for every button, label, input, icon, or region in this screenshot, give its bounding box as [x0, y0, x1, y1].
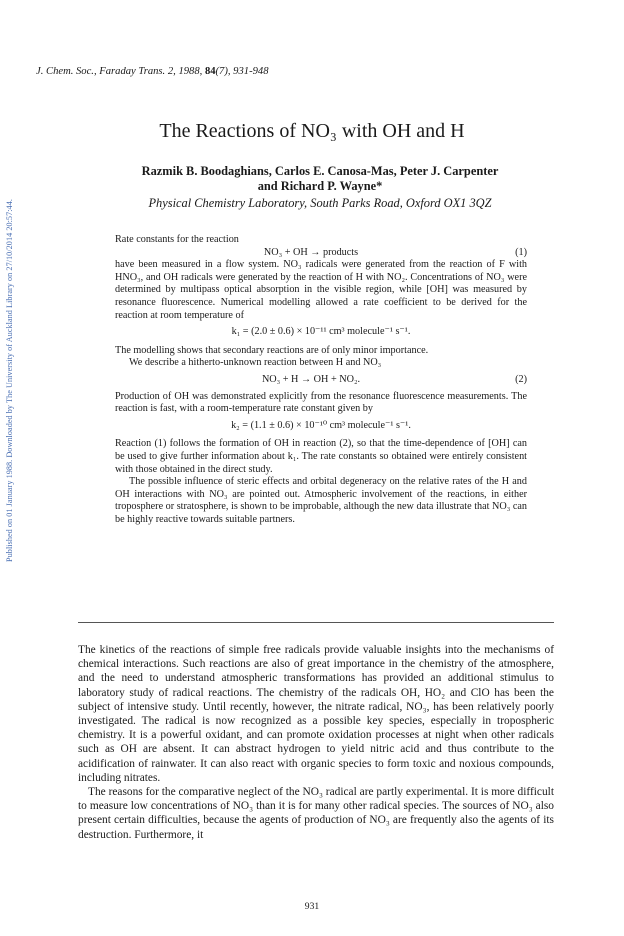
rate-constant-k1	[115, 326, 527, 339]
page-number: 931	[304, 901, 320, 912]
abstract-paragraph-4: Production of OH was demonstrated explicitly from the resonance fluorescence measurements. The reaction is fast, with a room-temperature rate constant given by	[115, 390, 527, 415]
equation-2-number: (2)	[515, 373, 527, 385]
abstract-divider	[78, 622, 554, 623]
abstract-intro: Rate constants for the reaction	[115, 234, 239, 245]
rate-constant-k1-text: k₁ = (2.0 ± 0.6) × 10⁻¹¹ cm³ molecule⁻¹ s⁻¹.	[231, 326, 411, 338]
equation-1-text: NO₃ + OH → products	[263, 246, 359, 258]
body-paragraph-1: The kinetics of the reactions of simple free radicals provide valuable insights into the mechanisms of chemical interactions. Such reactions are also of great importance in the chemistry of the atmosphere, and the need to understand atmospheric transformations has provided an additional stimulus to laboratory study of radical reactions. The chemistry of the radicals OH, HO₂ and ClO has been the subject of intensive study. Until recently, however, the nitrate radical, NO₃, has been relatively poorly investigated. The radical is now recognized as a possible key species, especially in tropospheric chemistry. It is a powerful oxidant, and can promote oxidation processes at night when other radicals such as OH are absent. It can abstract hydrogen to yield nitric acid and thus contribute to the acidification of rainwater. It can also react with organic species to form toxic and noxious compounds, including nitrates.	[78, 644, 554, 784]
equation-2	[115, 374, 527, 387]
journal-name: J. Chem. Soc., Faraday Trans. 2,	[36, 66, 176, 77]
paper-title: The Reactions of NO₃ with OH and H	[159, 120, 465, 142]
download-watermark-text: Published on 01 January 1988. Downloaded by The University of Auckland Library on 27/10/2014 20:57:44.	[4, 198, 14, 562]
journal-citation	[36, 66, 269, 77]
rate-constant-k2-text: k₂ = (1.1 ± 0.6) × 10⁻¹⁰ cm³ molecule⁻¹ s⁻¹.	[231, 419, 411, 431]
journal-year: 1988,	[178, 66, 203, 77]
equation-1-number: (1)	[515, 246, 527, 258]
main-text	[78, 643, 554, 842]
equation-2-text: NO₃ + H → OH + NO₂.	[261, 373, 361, 385]
authors-line-1: Razmik B. Boodaghians, Carlos E. Canosa-Mas, Peter J. Carpenter	[141, 164, 499, 178]
download-watermark	[0, 120, 18, 640]
journal-issue-pages: (7), 931-948	[215, 66, 269, 77]
journal-volume: 84	[204, 66, 216, 77]
abstract	[115, 234, 527, 526]
abstract-paragraph-2: The modelling shows that secondary reactions are of only minor importance.	[115, 344, 429, 356]
abstract-paragraph-5: Reaction (1) follows the formation of OH in reaction (2), so that the time-dependence of [OH] can be used to give further information about k₁. The rate constants so obtained were entirely consistent with those obtained in the direct study.	[115, 438, 527, 475]
rate-constant-k2	[115, 420, 527, 433]
abstract-paragraph-6: The possible influence of steric effects and orbital degeneracy on the relative rates of the H and OH interactions with NO₃ are pointed out. Atmospheric involvement of the reactions, in either troposphere or stratosphere, is shown to be improbable, although the new data illustrate that NO₃ can be highly reactive towards suitable partners.	[115, 476, 527, 525]
affiliation: Physical Chemistry Laboratory, South Parks Road, Oxford OX1 3QZ	[148, 196, 492, 210]
authors-line-2: and Richard P. Wayne*	[257, 179, 383, 193]
author-list	[40, 164, 600, 194]
abstract-paragraph-3: We describe a hitherto-unknown reaction between H and NO₃	[129, 357, 382, 369]
body-paragraph-2: The reasons for the comparative neglect of the NO₃ radical are partly experimental. It is more difficult to measure low concentrations of NO₃ than it is for many other radical species. The sources of NO₃ also present certain difficulties, because the agents of production of NO₃ are frequently also the agents of its destruction. Furthermore, it	[78, 786, 554, 841]
abstract-paragraph-1: have been measured in a flow system. NO₃ radicals were generated from the reaction of F with HNO₃, and OH radicals were generated by the reaction of H with NO₂. Concentrations of NO₃ were determined by multipass optical absorption in the visible region, while [OH] was measured by resonance fluorescence. Numerical modelling allowed a rate coefficient to be derived for the reaction at room temperature of	[115, 259, 527, 321]
equation-1	[115, 247, 527, 260]
